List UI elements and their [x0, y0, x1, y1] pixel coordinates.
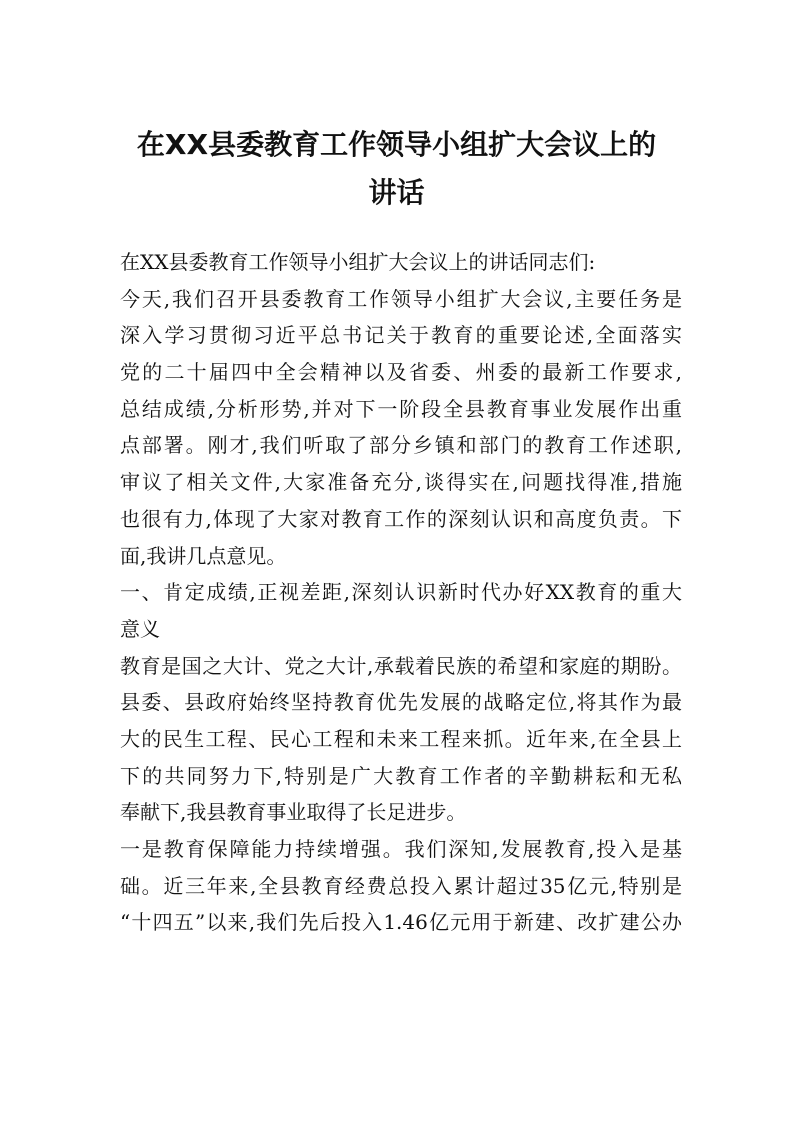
- body-text-line: 也很有力,体现了大家对教育工作的深刻认识和高度负责。下: [120, 506, 682, 531]
- body-text-line: 总结成绩,分析形势,并对下一阶段全县教育事业发展作出重: [120, 396, 682, 421]
- body-text-line: 在XX县委教育工作领导小组扩大会议上的讲话同志们:: [120, 250, 596, 274]
- body-text-line: 党的二十届四中全会精神以及省委、州委的最新工作要求,: [120, 360, 682, 385]
- body-text-line: 县委、县政府始终坚持教育优先发展的战略定位,将其作为最: [120, 690, 682, 715]
- body-text-line: 大的民生工程、民心工程和未来工程来抓。近年来,在全县上: [120, 726, 682, 751]
- body-text-line: 奉献下,我县教育事业取得了长足进步。: [120, 800, 467, 825]
- document-title-line-1: 在XX县委教育工作领导小组扩大会议上的: [136, 128, 657, 161]
- body-text-line: 础。近三年来,全县教育经费总投入累计超过35亿元,特别是: [120, 873, 682, 898]
- body-text-line: 深入学习贯彻习近平总书记关于教育的重要论述,全面落实: [120, 323, 682, 348]
- body-text-line: 教育是国之大计、党之大计,承载着民族的希望和家庭的期盼。: [120, 653, 682, 678]
- body-text-line: 点部署。刚才,我们听取了部分乡镇和部门的教育工作述职,: [120, 433, 682, 458]
- document-title-line-2: 讲话: [368, 176, 425, 209]
- body-text-line: 一、肯定成绩,正视差距,深刻认识新时代办好XX教育的重大: [120, 580, 682, 605]
- document-body: [120, 244, 682, 941]
- body-text-line: 审议了相关文件,大家准备充分,谈得实在,问题找得准,措施: [120, 470, 682, 495]
- body-text-line: 意义: [120, 616, 160, 641]
- body-text-line: “十四五”以来,我们先后投入1.46亿元用于新建、改扩建公办: [120, 910, 682, 935]
- body-text-line: 下的共同努力下,特别是广大教育工作者的辛勤耕耘和无私: [120, 763, 682, 788]
- body-text-line: 今天,我们召开县委教育工作领导小组扩大会议,主要任务是: [120, 286, 682, 311]
- body-text-line: 面,我讲几点意见。: [120, 543, 287, 568]
- body-text-line: 一是教育保障能力持续增强。我们深知,发展教育,投入是基: [120, 837, 682, 861]
